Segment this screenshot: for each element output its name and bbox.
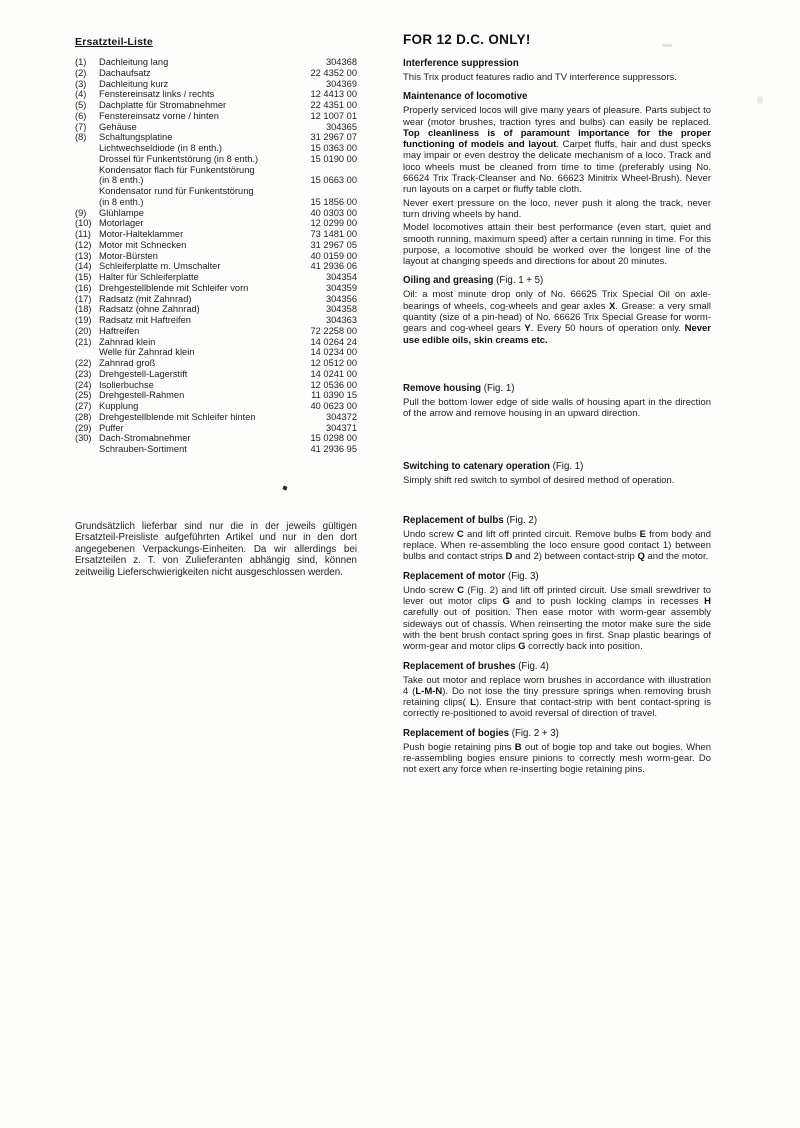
part-name: Drehgestell-Lagerstift <box>99 368 188 379</box>
part-name: Gehäuse <box>99 121 137 132</box>
parts-list-row <box>75 423 357 434</box>
instruction-section <box>403 461 711 486</box>
parts-list-row <box>75 369 357 380</box>
part-code: 15 0298 00 <box>310 433 357 444</box>
part-code: 14 0264 24 <box>310 336 357 347</box>
part-name: Lichtwechseldiode (in 8 enth.) <box>99 143 222 153</box>
part-name: Fenstereinsatz vorne / hinten <box>99 110 219 121</box>
part-index: (15) <box>75 272 92 282</box>
part-code <box>293 186 357 197</box>
parts-list-row <box>75 390 357 401</box>
parts-list-row <box>75 337 357 348</box>
instruction-section <box>403 571 711 653</box>
section-paragraph: Never exert pressure on the loco, never push it along the track, never turn driving wheels by hand. <box>403 197 711 220</box>
parts-list-row <box>75 283 357 294</box>
part-code: 41 2936 06 <box>310 261 357 272</box>
section-figure-ref: (Fig. 3) <box>505 570 539 582</box>
part-code: 14 0234 00 <box>310 347 357 358</box>
part-index: (23) <box>75 368 92 379</box>
instruction-section <box>403 383 711 420</box>
part-code: 15 0190 00 <box>310 153 357 164</box>
part-name: Dachaufsatz <box>99 67 151 78</box>
part-code: 304372 <box>325 411 357 422</box>
part-name: Kondensator rund für Funkentstörung <box>99 186 254 196</box>
part-index: (25) <box>75 390 92 401</box>
parts-list-title: Ersatzteil-Liste <box>75 36 153 48</box>
part-code: 22 4352 00 <box>310 67 357 78</box>
part-name: Welle für Zahnrad klein <box>99 347 195 358</box>
part-index: (7) <box>75 121 87 132</box>
section-paragraph: Properly serviced locos will give many years of pleasure. Parts subject to wear (motor brushes, traction tyres and bulbs) can easily be replaced. Top cleanliness is of paramount importance for the proper functioning of models and layout. Carpet fluffs, hair and dust specks may impair or even destroy the delicate mechanism of a loco. Track and loco wheels must be cleaned from time to time (preferably using No. 66624 Trix Track-Cleanser and No. 66623 Minitrix Wheel-Brush). Never run layouts on a carpet or fluffy table cloth. <box>403 105 712 196</box>
parts-list-column <box>75 36 357 578</box>
parts-list-row <box>75 261 357 272</box>
part-name: Zahnrad groß <box>99 358 156 368</box>
part-name: Drehgestell-Rahmen <box>99 390 185 401</box>
instructions-title: FOR 12 D.C. ONLY! <box>403 32 531 47</box>
part-index: (2) <box>75 67 87 78</box>
part-index: (11) <box>75 229 91 239</box>
part-index: (4) <box>75 89 87 100</box>
part-code: 15 0363 00 <box>310 143 357 153</box>
section-figure-ref: (Fig. 2) <box>503 514 538 526</box>
part-code: 12 0299 00 <box>310 218 357 229</box>
part-name: Schleiferplatte m. Umschalter <box>99 261 221 272</box>
part-code: 304371 <box>325 422 357 433</box>
section-paragraph: Oil: a most minute drop only of No. 66625 Trix Special Oil on axle-bearings of wheels, cog-wheels and gear axles X. Grease: a very small quantity (size of a pin-head) of No. 66626 Trix Special Grease for worm-gears and cog-wheel gears Y. Every 50 hours of operation only. Never use edible oils, skin creams etc. <box>403 289 711 346</box>
part-name: Zahnrad klein <box>99 336 156 347</box>
part-code: 22 4351 00 <box>310 100 357 110</box>
section-heading: Interference suppression <box>403 58 519 69</box>
part-index: (6) <box>75 110 87 121</box>
parts-list-row <box>75 240 357 251</box>
part-code: 40 0623 00 <box>310 401 357 411</box>
part-index: (14) <box>75 261 92 272</box>
parts-list-row <box>75 347 357 358</box>
part-name: Motor-Halteklammer <box>99 229 184 239</box>
section-heading: Remove housing <box>403 382 482 394</box>
parts-list-row <box>75 122 357 133</box>
section-heading: Maintenance of locomotive <box>403 91 528 103</box>
section-figure-ref: (Fig. 1) <box>481 382 515 394</box>
scan-smudge <box>662 44 672 47</box>
part-index: (1) <box>75 57 87 67</box>
parts-list-row <box>75 165 357 176</box>
part-code: 304359 <box>325 282 357 293</box>
parts-list-row <box>75 326 357 337</box>
part-code: 12 1007 01 <box>310 110 357 121</box>
section-paragraph: Simply shift red switch to symbol of desired method of operation. <box>403 474 675 486</box>
part-code: 304363 <box>325 315 357 325</box>
section-heading: Replacement of motor <box>403 570 506 582</box>
parts-list-row <box>75 175 357 186</box>
part-code: 11 0390 15 <box>311 390 357 401</box>
part-name: (in 8 enth.) <box>99 175 144 186</box>
instruction-section <box>403 58 711 83</box>
parts-list-row <box>75 132 357 143</box>
parts-list-row <box>75 89 357 100</box>
part-index: (27) <box>75 401 92 411</box>
part-name: Radsatz (ohne Zahnrad) <box>99 304 200 315</box>
part-index <box>75 197 99 208</box>
part-name: Schaltungsplatine <box>99 132 173 143</box>
section-heading: Replacement of brushes <box>403 660 516 672</box>
parts-list-row <box>75 111 357 122</box>
section-paragraph: Pull the bottom lower edge of side walls of housing apart in the direction of the arrow and remove housing in an upward direction. <box>403 396 711 420</box>
section-figure-ref: (Fig. 2 + 3) <box>509 727 559 739</box>
part-index: (20) <box>75 325 92 336</box>
part-name: Fenstereinsatz links / rechts <box>99 89 215 100</box>
part-name: Puffer <box>99 422 124 433</box>
section-heading: Replacement of bogies <box>403 727 510 739</box>
part-index <box>75 143 99 154</box>
part-name: Schrauben-Sortiment <box>99 444 187 454</box>
parts-list-row <box>75 79 357 90</box>
part-code: 31 2967 07 <box>310 132 357 143</box>
parts-list-row <box>75 380 357 391</box>
section-figure-ref: (Fig. 1 + 5) <box>493 275 544 287</box>
part-index: (29) <box>75 422 92 433</box>
section-figure-ref: (Fig. 1) <box>549 460 584 472</box>
part-code: 15 1856 00 <box>310 196 357 207</box>
part-name: Radsatz mit Haftreifen <box>99 315 191 325</box>
parts-list-row <box>75 229 357 240</box>
part-name: Kupplung <box>99 401 139 411</box>
parts-list-row <box>75 57 357 68</box>
part-index: (5) <box>75 100 87 110</box>
parts-list-row <box>75 294 357 305</box>
part-code: 31 2967 05 <box>310 239 357 250</box>
part-index: (16) <box>75 282 92 293</box>
part-code: 304358 <box>325 304 357 315</box>
parts-list-row <box>75 68 357 79</box>
parts-list-row <box>75 444 357 455</box>
section-figure-ref: (Fig. 4) <box>515 660 549 672</box>
part-index: (21) <box>75 336 92 347</box>
parts-list-row <box>75 315 357 326</box>
part-index: (9) <box>75 207 87 218</box>
instructions-column <box>403 32 711 778</box>
part-index <box>75 165 99 176</box>
section-paragraph: Undo screw C and lift off printed circuit. Remove bulbs E from body and replace. When re-assembling the loco ensure good contact 1) between bulbs and contact strips D and 2) between contact-strip Q and the motor. <box>403 528 711 563</box>
part-name: Dachleitung lang <box>99 57 169 67</box>
part-code: 304369 <box>325 78 357 89</box>
parts-list-row <box>75 154 357 165</box>
part-name: Kondensator flach für Funkentstörung <box>99 164 255 175</box>
part-index <box>75 186 99 197</box>
part-index: (30) <box>75 433 92 444</box>
availability-note: Grundsätzlich lieferbar sind nur die in der jeweils gültigen Ersatzteil-Preisliste aufgeführten Artikel und nur in den dort angegebenen Verpackungs-Einheiten. Da wir allerdings bei Ersatzteilen z. T. von Zulieferanten abhängig sind, können zeitweilig Lieferschwierigkeiten nicht ausgeschlossen werden. <box>75 520 357 578</box>
part-code: 304356 <box>325 293 357 304</box>
part-name: Motor-Bürsten <box>99 250 158 261</box>
instruction-section <box>403 91 711 267</box>
part-index: (24) <box>75 379 92 390</box>
part-code: 304354 <box>325 272 357 282</box>
part-index <box>75 175 99 186</box>
section-paragraph: Model locomotives attain their best performance (even start, quiet and smooth running, maximum speed) after a certain running in time. For this purpose, a locomotive should be worked over the longest line of the layout at changing speeds and directions for about 20 minutes. <box>403 222 711 268</box>
scan-smudge <box>757 96 763 104</box>
instruction-section <box>403 515 711 563</box>
part-index <box>75 347 99 358</box>
part-index: (12) <box>75 239 92 250</box>
part-index: (19) <box>75 315 92 325</box>
part-index: (22) <box>75 358 92 368</box>
parts-list-row <box>75 401 357 412</box>
parts-list-row <box>75 358 357 369</box>
part-code: 73 1481 00 <box>310 229 357 239</box>
parts-list-row <box>75 197 357 208</box>
part-code: 40 0159 00 <box>310 250 357 261</box>
part-code: 304365 <box>325 121 357 132</box>
part-index: (8) <box>75 132 87 143</box>
part-name: Dachleitung kurz <box>99 78 169 89</box>
part-name: Glühlampe <box>99 207 144 218</box>
part-name: Drehgestellblende mit Schleifer vorn <box>99 282 249 293</box>
part-name: Motorlager <box>99 218 144 229</box>
section-paragraph: This Trix product features radio and TV interference suppressors. <box>403 72 677 83</box>
part-name: (in 8 enth.) <box>99 196 144 207</box>
part-index: (3) <box>75 78 87 89</box>
part-index: (17) <box>75 293 92 304</box>
part-code: 304368 <box>325 57 357 67</box>
instruction-section <box>403 728 711 776</box>
parts-list-row <box>75 186 357 197</box>
instruction-sections <box>403 58 711 776</box>
instruction-section <box>403 275 711 345</box>
part-name: Drehgestellblende mit Schleifer hinten <box>99 411 256 422</box>
part-code: 14 0241 00 <box>310 368 357 379</box>
part-code: 40 0303 00 <box>310 207 357 218</box>
part-index <box>75 154 99 165</box>
section-paragraph: Take out motor and replace worn brushes in accordance with illustration 4 (L-M-N). Do not lose the tiny pressure springs when removing brush retaining clips( L). Ensure that contact-strip with bent contact-spring is correctly re-positioned to avoid reversal of direction of travel. <box>403 674 711 720</box>
part-code: 41 2936 95 <box>310 444 357 454</box>
part-code: 12 4413 00 <box>310 89 357 100</box>
part-name: Halter für Schleiferplatte <box>99 272 199 282</box>
part-index: (10) <box>75 218 92 229</box>
part-index: (28) <box>75 411 92 422</box>
parts-list-row <box>75 218 357 229</box>
part-code: 12 0512 00 <box>310 358 357 368</box>
part-index <box>75 444 99 455</box>
section-paragraph: Push bogie retaining pins B out of bogie top and take out bogies. When re-assembling bogies ensure pinions to correctly mesh worm-gear. Do not exert any force when re-inserting bogie retaining pins. <box>403 741 711 776</box>
part-code: 12 0536 00 <box>310 379 357 390</box>
part-code: 15 0663 00 <box>310 175 357 186</box>
part-name: Dach-Stromabnehmer <box>99 433 191 444</box>
part-name: Motor mit Schnecken <box>99 239 187 250</box>
part-name: Haftreifen <box>99 325 140 336</box>
parts-list-row <box>75 412 357 423</box>
parts-list-row <box>75 304 357 315</box>
part-name: Radsatz (mit Zahnrad) <box>99 293 192 304</box>
parts-list-row <box>75 433 357 444</box>
part-code: 72 2258 00 <box>310 325 357 336</box>
parts-list-row <box>75 272 357 283</box>
parts-list-row <box>75 143 357 154</box>
part-index: (13) <box>75 250 92 261</box>
instruction-section <box>403 661 711 720</box>
part-name: Drossel für Funkentstörung (in 8 enth.) <box>99 153 259 164</box>
section-paragraph: Undo screw C (Fig. 2) and lift off printed circuit. Use small srewdriver to lever out motor clips G and to push locking clamps in recesses H carefully out of position. Then ease motor with worm-gear assembly sideways out of chassis. When reinserting the motor make sure the side with the bent brush contact spring goes in first. Snap plastic bearings of worm-gear and motor clips G correctly back into position. <box>403 584 711 653</box>
part-name: Dachplatte für Stromabnehmer <box>99 100 227 110</box>
section-heading: Switching to catenary operation <box>403 460 550 472</box>
part-index: (18) <box>75 304 92 315</box>
part-name: Isolierbuchse <box>99 379 154 390</box>
parts-list-row <box>75 251 357 262</box>
section-heading: Oiling and greasing <box>403 275 494 287</box>
part-code <box>293 165 357 176</box>
parts-list-row <box>75 208 357 219</box>
section-heading: Replacement of bulbs <box>403 514 504 526</box>
parts-list <box>75 57 357 455</box>
parts-list-row <box>75 100 357 111</box>
